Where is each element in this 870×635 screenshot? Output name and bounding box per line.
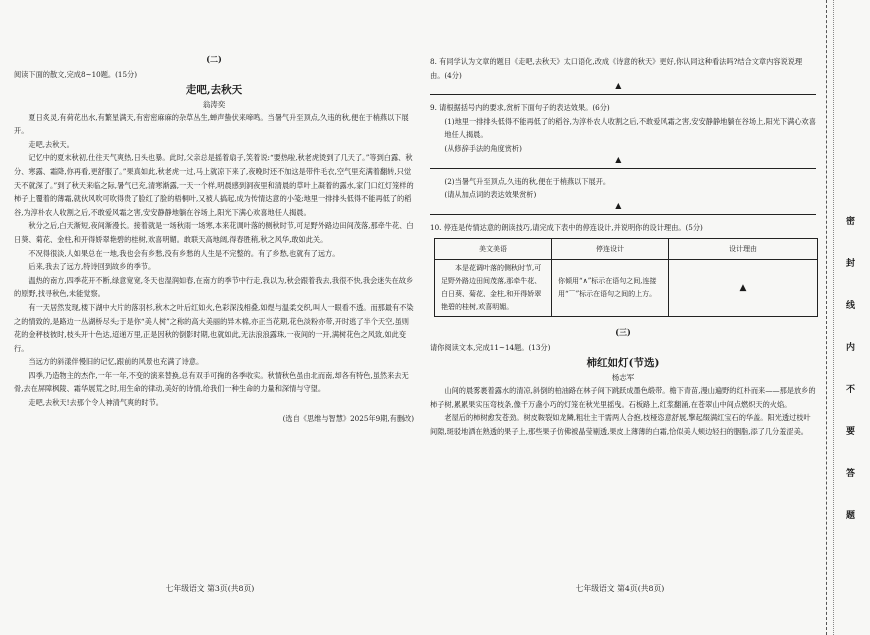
answer-line-q9-1[interactable] (430, 154, 816, 169)
section3-paragraph: 老屋后的柿树愈发苍劲。树皮鞍裂如龙鳞,粗壮主干需两人合抱,枝桠恣意舒展,擎起缀满红宝石的华盖。阳光透过枝叶间隙,斑驳地洒在熟透的果子上,那些果子仿佛被晶莹剔透,果皮上薄薄的白霜,恰似美人颊边轻扫的胭脂,添了几分羞涩美。 (430, 413, 811, 436)
section3-paragraph: 山间的晨雾裹着露水的清凉,斜倒的柏油路在林子间下跳跃成墨色缎带。檐下青苗,漫山遍野的红朴而来——那是放乡的柿子树,累累果实压弯枝条,像千万盏小巧的灯笼在秋光里摇曳。石板路上,红浆翻涌,在苍翠山中间点燃炽天的火焰。 (430, 385, 816, 409)
answer-triangle-icon: ▲ (615, 81, 622, 91)
essay-paragraph: 当远方的斜漾伴慢旧的记忆,跟前的风景也充满了诗意。 (28, 357, 204, 367)
essay-paragraph: 秋分之后,白天渐短,夜间渐漫长。接着就是一场秋雨一场寒,本来花调叶落的侧秋时节,可足野外路边田间茂落,那牵牛花、白日葵、菊花、金柱,和开得娇翠艳碧的桂树,欢喜明媚。敢联天高地阔,得春胜稍,秋之风华,敢如此关。 (14, 221, 414, 244)
section3-instruction: 请你阅读文本,完成11~14题。(13分) (430, 343, 551, 353)
essay-paragraph: 走吧,去秋天。 (28, 139, 74, 149)
binding-dotted-line (833, 0, 834, 635)
table-header-reason: 设计理由 (669, 239, 818, 260)
binding-char: 内 (844, 342, 854, 351)
essay-paragraph: 记忆中的夏末秋初,仕往天气爽热,日头也暴。此时,父亲总是摇着扇子,笑着说:“要热啦,秋老虎烫到了几天了。”等到白露、秋分、寒露、霜降,你再看,更舒服了。”果真如此,秋老虎一过,马上就凉下来了,夜晚时还不加这是带件毛衣,空气里充满着翻转,只觉天不就深了。”到了秋天来临之际,暑气已充,清寒渐露,一天一个样,明晨感到洞夜里和清晨的草叶上凝着的露水,家门口红灯笼样的柿子上覆着的薄霜,就伙风吹可吹得贵了脸红了脸的梧桐叶,又被人搞起,成为传情达意的小笺;地里一排排头低得不能再低了的稻谷,为淳朴农人收割之后,不敢爱风霜之害,安安静静地躺在谷场上,阳光下满心欢喜地任人揭晨。 (14, 153, 414, 217)
binding-char: 线 (844, 300, 854, 309)
page-footer-left: 七年级语文 第3页(共8页) (165, 584, 255, 593)
binding-char: 要 (844, 426, 854, 435)
essay-author: 翁涛奕 (202, 99, 226, 109)
section3-label: (三) (615, 327, 631, 338)
essay-paragraph: 四季,乃造物主的杰作,一年一年,不变的演来替换,总有双手可掬的各季收实。秋情秋色虽由北而南,却各有特色,虽然来去无骨,去在屏障枫陵、霜华展荒之时,用生命的律动,美好的诗情,给我们一种生命的力量和深情与守望。 (14, 370, 409, 394)
question-9: 9. 请根据括号内的要求,赏析下面句子的表达效果。(6分) (430, 103, 610, 113)
table-header-design: 停连设计 (552, 239, 669, 260)
binding-char: 题 (844, 510, 854, 519)
section3-author: 杨志军 (611, 372, 635, 382)
question-9-2-hint: (请从加点词的表达效果赏析) (444, 190, 537, 200)
essay-paragraph: 有一天居然发现,楼下湖中大片的落羽杉,秋木之叶后红如火,色彩深浅相叠,如煜与温柔交织,叫人一眼看不透。而那最有不染之的情致的,是路边一丛湖桥尽头;于是你“美人树”之称的高大美丽的异木棉,亦正当花期,花色淡粉亦带,开时逃了半个天空,虽则花的金秤枝彼时,枝头开十色达,迢递万里,正是因秋的倒影时期,也就如此,无法浪浪露珠,一夜间的一开,满树花色之风致,如此变行。 (14, 302, 414, 353)
binding-char: 密 (844, 216, 854, 225)
essay-paragraph: 温热的南方,四季花开不断,绿意宽宽,冬天也湿润如春,在南方的季节中行走,我以为,秋会跟着我去,我很不快,我会迷失在故乡的原野,找寻秋色,未能觉察。 (14, 275, 414, 299)
answer-line-q9-2[interactable] (430, 200, 816, 215)
essay-paragraph: 走吧,去秋天!去那个令人神清气爽的时节。 (28, 398, 163, 408)
right-page (420, 0, 820, 635)
questions-column (430, 52, 816, 438)
question-8: 8. 有同学认为文章的题目《走吧,去秋天》太口语化,改成《诗意的秋天》更好,你认同这种看法吗?结合文章内容说说理由。(4分) (430, 57, 803, 80)
question-10: 10. 停连是传情达意的朗读技巧,请完成下表中的停连设计,并说明你的设计理由。(5分) (430, 222, 703, 232)
answer-triangle-icon: ▲ (615, 154, 622, 164)
table-cell-text: 本是花调叶落的侧秋时节,可足野外路边田间茂落,那牵牛花、白日葵、菊花、金柱,和开得娇翠艳碧的桂树,欢喜明媚。 (435, 260, 552, 317)
answer-triangle-icon: ▲ (615, 200, 622, 210)
essay-title: 走吧,去秋天 (185, 83, 243, 96)
binding-char: 不 (844, 384, 854, 393)
page-footer-right: 七年级语文 第4页(共8页) (575, 584, 665, 593)
section3-title: 柿红如灯(节选) (586, 356, 660, 369)
binding-char: 答 (844, 468, 854, 477)
answer-triangle-icon: ▲ (739, 282, 747, 293)
section-instruction: 阅读下面的散文,完成8~10题。(15分) (14, 70, 138, 79)
essay-paragraph: 后来,我去了远方,特诗回到故乡的季节。 (28, 262, 156, 272)
question-9-1: (1)地里一排排头低得不能再低了的稻谷,为淳朴农人收割之后,不敢爱风霜之害,安安静静地躺在谷场上,阳光下满心欢喜地任人揭晨。 (444, 116, 816, 140)
essay-paragraph: 夏日炙灵,有荷花出水,有繁星满天,有密密麻麻的杂草丛生,蝉声蛰伏来啼鸣。当暑气升至顶点,久违的秋,便在于梢燕以下展开。 (14, 112, 409, 136)
table-header-text: 美文美语 (435, 239, 552, 260)
binding-char: 封 (844, 258, 854, 267)
left-page (0, 0, 420, 635)
section-label: (二) (206, 54, 222, 64)
answer-line-q8[interactable] (430, 81, 816, 95)
table-cell-reason[interactable] (669, 260, 818, 317)
table-cell-design: 你倾用“∧”标示在语句之间,连接用“⌒”标示在语句之间的上方。 (552, 260, 669, 317)
essay-column (14, 52, 414, 425)
pause-design-table (434, 238, 818, 317)
essay-source: (选自《思维与智慧》2025年9期,有删改) (282, 413, 414, 423)
binding-strip (826, 0, 870, 635)
question-9-1-hint: (从修辞手法的角度赏析) (444, 143, 522, 153)
essay-paragraph: 不况得很淡,人如果总在一地,我也会有乡愁,没有乡愁的人生是不完整的。有了乡愁,也就有了远方。 (28, 248, 340, 258)
question-9-2: (2)当暑气升至顶点,久违的秋,便在于梢燕以下展开。 (444, 176, 611, 186)
